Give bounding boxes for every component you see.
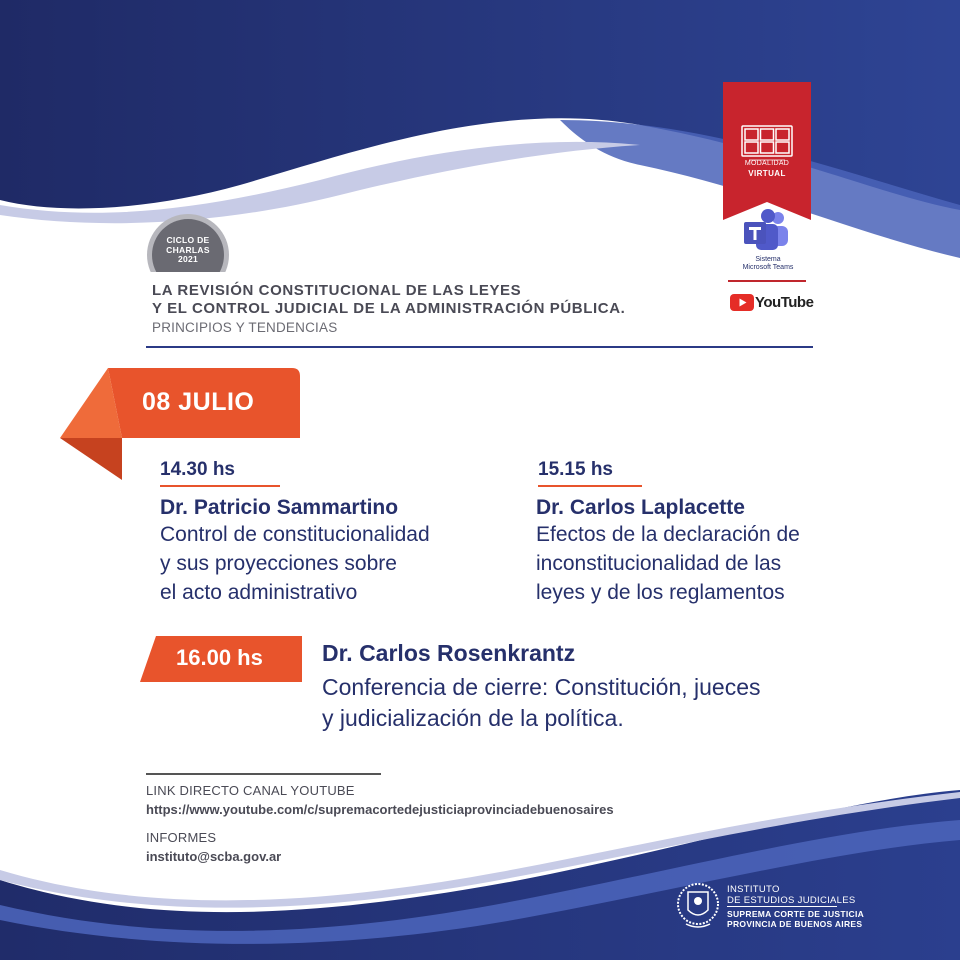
institute-divider	[727, 906, 837, 907]
institute-province: PROVINCIA DE BUENOS AIRES	[727, 919, 863, 929]
links-divider	[146, 773, 381, 775]
youtube-link-url[interactable]: https://www.youtube.com/c/supremacortedejusticiaprovinciadebuenosaires	[146, 802, 614, 817]
informes-label: INFORMES	[146, 830, 217, 845]
session-1-time-underline	[160, 485, 280, 487]
modalidad-ribbon	[723, 82, 811, 220]
teams-divider	[728, 280, 806, 282]
session-3-time: 16.00 hs	[176, 645, 263, 670]
institute-name-2: DE ESTUDIOS JUDICIALES	[727, 895, 856, 906]
session-1-description: Control de constitucionalidad y sus proyecciones sobre el acto administrativo	[160, 523, 430, 604]
session-2-time: 15.15 hs	[538, 459, 613, 480]
session-1-speaker: Dr. Patricio Sammartino	[160, 496, 399, 519]
institute-court: SUPREMA CORTE DE JUSTICIA	[727, 909, 865, 919]
youtube-wordmark: YouTube	[755, 294, 814, 311]
title-line-2: Y EL CONTROL JUDICIAL DE LA ADMINISTRACIÓN PÚBLICA.	[152, 300, 626, 317]
session-3-description: Conferencia de cierre: Constitución, jueces y judicialización de la política.	[322, 674, 761, 731]
session-1-time: 14.30 hs	[160, 459, 235, 480]
badge-text: CICLO DE CHARLAS 2021	[166, 235, 210, 264]
youtube-link-label: LINK DIRECTO CANAL YOUTUBE	[146, 783, 355, 798]
modalidad-label: MODALIDAD	[744, 160, 790, 167]
title-line-1: LA REVISIÓN CONSTITUCIONAL DE LAS LEYES	[152, 282, 522, 299]
session-2-time-underline	[538, 485, 642, 487]
teams-label: Sistema Microsoft Teams	[742, 256, 794, 271]
youtube-icon	[730, 294, 754, 311]
session-2-speaker: Dr. Carlos Laplacette	[536, 496, 745, 519]
subtitle: PRINCIPIOS Y TENDENCIAS	[152, 320, 338, 335]
modalidad-value: VIRTUAL	[748, 169, 786, 178]
session-3-speaker: Dr. Carlos Rosenkrantz	[322, 640, 576, 666]
informes-email[interactable]: instituto@scba.gov.ar	[146, 849, 282, 864]
microsoft-teams-icon	[742, 208, 792, 254]
institute-name-1: INSTITUTO	[727, 884, 780, 895]
event-date: 08 JULIO	[142, 388, 255, 416]
title-divider	[146, 346, 813, 348]
session-2-description: Efectos de la declaración de inconstitucionalidad de las leyes y de los reglamentos	[536, 523, 800, 604]
institute-seal-icon	[676, 880, 720, 930]
